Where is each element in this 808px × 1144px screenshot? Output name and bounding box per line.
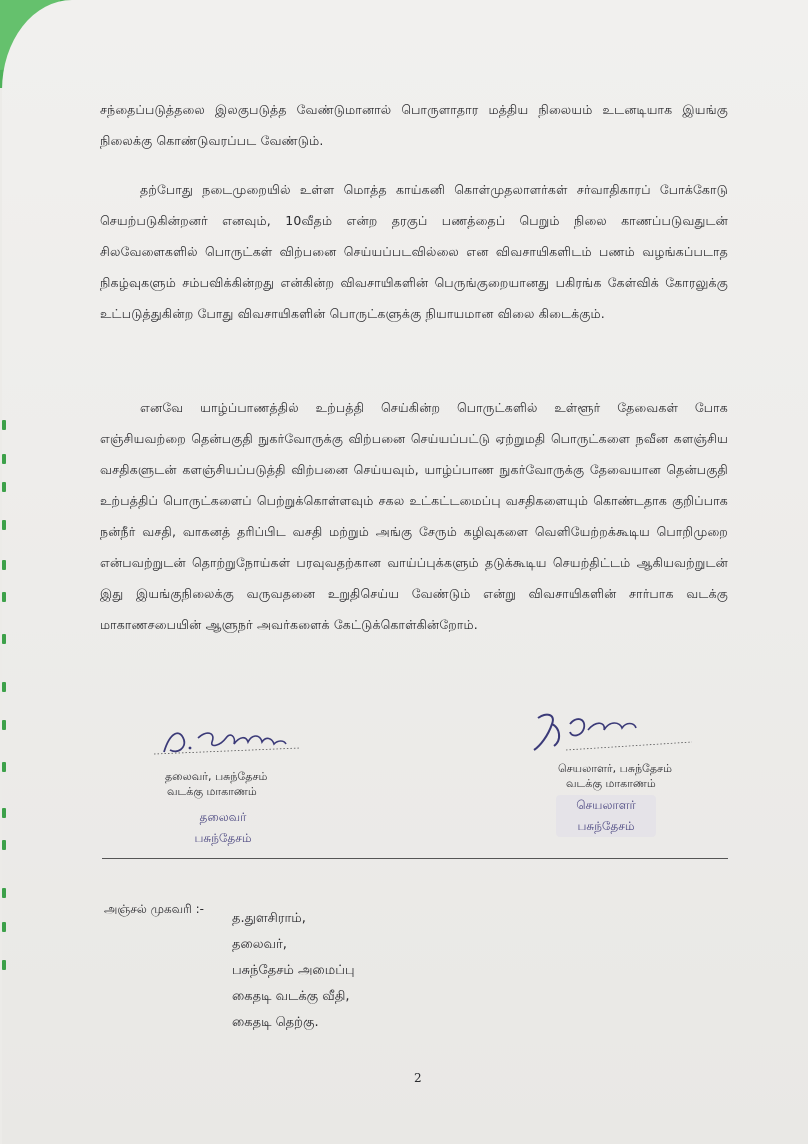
right-stamp <box>556 795 656 837</box>
address-line-3: பசுந்தேசம் அமைப்பு <box>232 963 355 978</box>
left-stamp-line1: தலைவர் <box>199 810 247 824</box>
page-number: 2 <box>414 1071 422 1085</box>
postal-address <box>232 906 355 1036</box>
left-signature <box>150 718 310 758</box>
right-signatory-title <box>558 761 672 791</box>
left-title-line2: வடக்கு மாகாணம் <box>167 785 257 798</box>
left-stamp <box>168 807 278 849</box>
address-line-2: தலைவர், <box>232 937 287 952</box>
address-line-1: த.துளசிராம், <box>232 911 306 926</box>
right-stamp-line1: செயலாளர் <box>576 798 636 812</box>
paragraph-2: தற்போது நடைமுறையில் உள்ள மொத்த காய்கனி கொள்முதலாளர்கள் சர்வாதிகாரப் போக்கோடு செயற்படுகின்றனர் எனவும், 10வீதம் என்ற தரகுப் பணத்தைப் பெறும் நிலை காணப்படுவதுடன் சிலவேளைகளில் பொருட்கள் விற்பனை செய்யப்படவில்லை என விவசாயிகளிடம் பணம் வழங்கப்படாத நிகழ்வுகளும் சம்பவிக்கின்றது என்கின்ற விவசாயிகளின் பெருங்குறையானது பகிரங்க கேள்விக் கோரலுக்கு உட்படுத்துகின்ற போது விவசாயிகளின் பொருட்களுக்கு நியாயமான விலை கிடைக்கும். <box>100 182 728 321</box>
left-signatory-title <box>165 769 267 799</box>
edge-marks <box>2 420 8 980</box>
right-signature <box>526 706 696 756</box>
left-title-line1: தலைவர், பசுந்தேசம் <box>165 770 268 783</box>
right-title-line1: செயலாளர், பசுந்தேசம் <box>558 762 672 775</box>
address-line-4: கைதடி வடக்கு வீதி, <box>232 989 350 1004</box>
paragraph-1: சந்தைப்படுத்தலை இலகுபடுத்த வேண்டுமானால் பொருளாதார மத்திய நிலையம் உடனடியாக இயங்கு நிலைக்கு கொண்டுவரப்பட வேண்டும். <box>100 102 728 148</box>
address-line-5: கைதடி தெற்கு. <box>232 1015 319 1030</box>
right-title-line2: வடக்கு மாகாணம் <box>566 777 656 790</box>
left-stamp-line2: பசுந்தேசம் <box>194 831 252 845</box>
address-label: அஞ்சல் முகவரி :- <box>104 902 204 916</box>
paragraph-3: எனவே யாழ்ப்பாணத்தில் உற்பத்தி செய்கின்ற பொருட்களில் உள்ளூர் தேவைகள் போக எஞ்சியவற்றை தென்பகுதி நுகர்வோருக்கு விற்பனை செய்யப்பட்டு ஏற்றுமதி பொருட்களை நவீன களஞ்சிய வசதிகளுடன் களஞ்சியப்படுத்தி விற்பனை செய்யவும், யாழ்ப்பாண நுகர்வோருக்கு தேவையான தென்பகுதி உற்பத்திப் பொருட்களைப் பெற்றுக்கொள்ளவும் சகல உட்கட்டமைப்பு வசதிகளையும் கொண்டதாக குறிப்பாக நன்நீர் வசதி, வாகனத் தரிப்பிட வசதி மற்றும் அங்கு சேரும் கழிவுகளை வெளியேற்றக்கூடிய பொறிமுறை என்பவற்றுடன் தொற்றுநோய்கள் பரவுவதற்கான வாய்ப்புக்களும் தடுக்கூடிய செயற்திட்டம் ஆகியவற்றுடன் இது இயங்குநிலைக்கு வருவதனை உறுதிசெய்ய வேண்டும் என்று விவசாயிகளின் சார்பாக வடக்கு மாகாணசபையின் ஆளுநர் அவர்களைக் கேட்டுக்கொள்கின்றோம். <box>100 400 728 632</box>
divider-line <box>102 858 728 859</box>
right-stamp-line2: பசுந்தேசம் <box>577 819 635 833</box>
